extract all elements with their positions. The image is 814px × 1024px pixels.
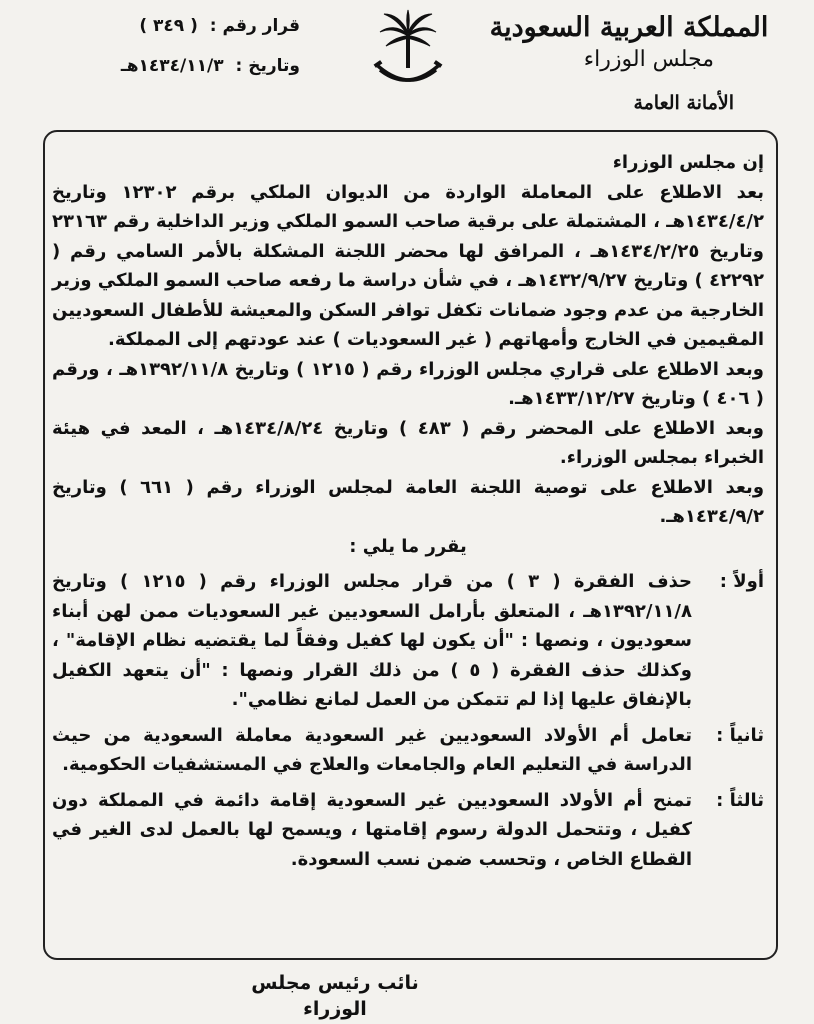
signature-title: نائب رئيس مجلس الوزراء: [251, 972, 419, 1020]
decision-number-value: ( ٣٤٩ ): [139, 16, 198, 36]
palm-swords-emblem-icon: [372, 8, 444, 94]
decision-date-row: [50, 52, 300, 92]
opening-line: إن مجلس الوزراء: [612, 152, 764, 173]
paragraph-previous-decisions: وبعد الاطلاع على قراري مجلس الوزراء رقم ( ١٢١٥ ) وتاريخ ١٣٩٢/١١/٨هـ ، ورقم ( ٤٠٦ ) وتاريخ ١٤٣٣/١٢/٢٧هـ.: [52, 358, 764, 409]
item-text: تعامل أم الأولاد السعوديين غير السعودية معاملة السعودية من حيث الدراسة في التعليم العام والجامعات والعلاج في المستشفيات الحكومية.: [52, 724, 692, 775]
paragraph-recommendation: وبعد الاطلاع على توصية اللجنة العامة لمجلس الوزراء رقم ( ٦٦١ ) وتاريخ ١٤٣٤/٩/٢هـ.: [52, 476, 765, 527]
secretariat-name: الأمانة العامة: [633, 92, 734, 114]
decision-date-value: ١٤٣٤/١١/٣هـ: [120, 56, 224, 76]
paragraph-minutes: وبعد الاطلاع على المحضر رقم ( ٤٨٣ ) وتاريخ ١٤٣٤/٨/٢٤هـ ، المعد في هيئة الخبراء بمجلس الوزراء.: [52, 417, 764, 468]
decision-body: [52, 148, 764, 874]
decision-item-first: [52, 567, 764, 715]
paragraph-background: بعد الاطلاع على المعاملة الواردة من الديوان الملكي برقم ١٢٣٠٢ وتاريخ ١٤٣٤/٤/٢هـ ، المشتملة على برقية صاحب السمو الملكي وزير الداخلية رقم ٢٣١٦٣ وتاريخ ١٤٣٤/٢/٢٥هـ ، المرافق لها محضر اللجنة المشكلة بالأمر السامي رقم ( ٤٢٢٩٢ ) وتاريخ ١٤٣٢/٩/٢٧هـ ، في شأن دراسة ما رفعه صاحب السمو الملكي وزير الخارجية من عدم وجود ضمانات تكفل توافر السكن والمعيشة للأطفال السعوديين المقيمين في الخارج وأمهاتهم ( غير السعوديات ) عند عودتهم إلى المملكة.: [52, 181, 765, 350]
item-label: ثانياً :: [716, 724, 764, 746]
item-label: أولاً :: [719, 571, 764, 592]
decision-date-label: وتاريخ :: [235, 56, 300, 76]
letterhead: [484, 12, 774, 116]
item-text: تمنح أم الأولاد السعوديين غير السعودية إقامة دائمة في المملكة دون كفيل ، وتتحمل الدولة رسوم إقامتها ، ويسمح لها بالعمل لدى الغير في القطاع الخاص ، وتحسب ضمن نسب السعودة.: [52, 789, 692, 870]
kingdom-name: المملكة العربية السعودية: [489, 12, 769, 43]
decision-info: [50, 12, 300, 92]
item-label: ثالثاً :: [716, 789, 764, 811]
decision-number-row: [50, 12, 300, 52]
item-text: حذف الفقرة ( ٣ ) من قرار مجلس الوزراء رقم ( ١٢١٥ ) وتاريخ ١٣٩٢/١١/٨هـ ، المتعلق بأرامل السعوديين غير السعوديات ممن لهن أبناء سعوديون ، ونصها : "أن يكون لها كفيل وفقاً لما يقتضيه نظام الإقامة" ، وكذلك حذف الفقرة ( ٥ ) من ذلك القرار ونصها : "أن يتعهد الكفيل بالإنفاق عليها إذا لم تتمكن من العمل لمانع نظامي".: [52, 571, 692, 710]
decision-item-third: [52, 786, 764, 875]
decides-heading: يقرر ما يلي :: [349, 535, 467, 557]
decision-item-second: [52, 721, 764, 780]
council-name: مجلس الوزراء: [583, 47, 714, 72]
decision-number-label: قرار رقم :: [209, 16, 300, 36]
